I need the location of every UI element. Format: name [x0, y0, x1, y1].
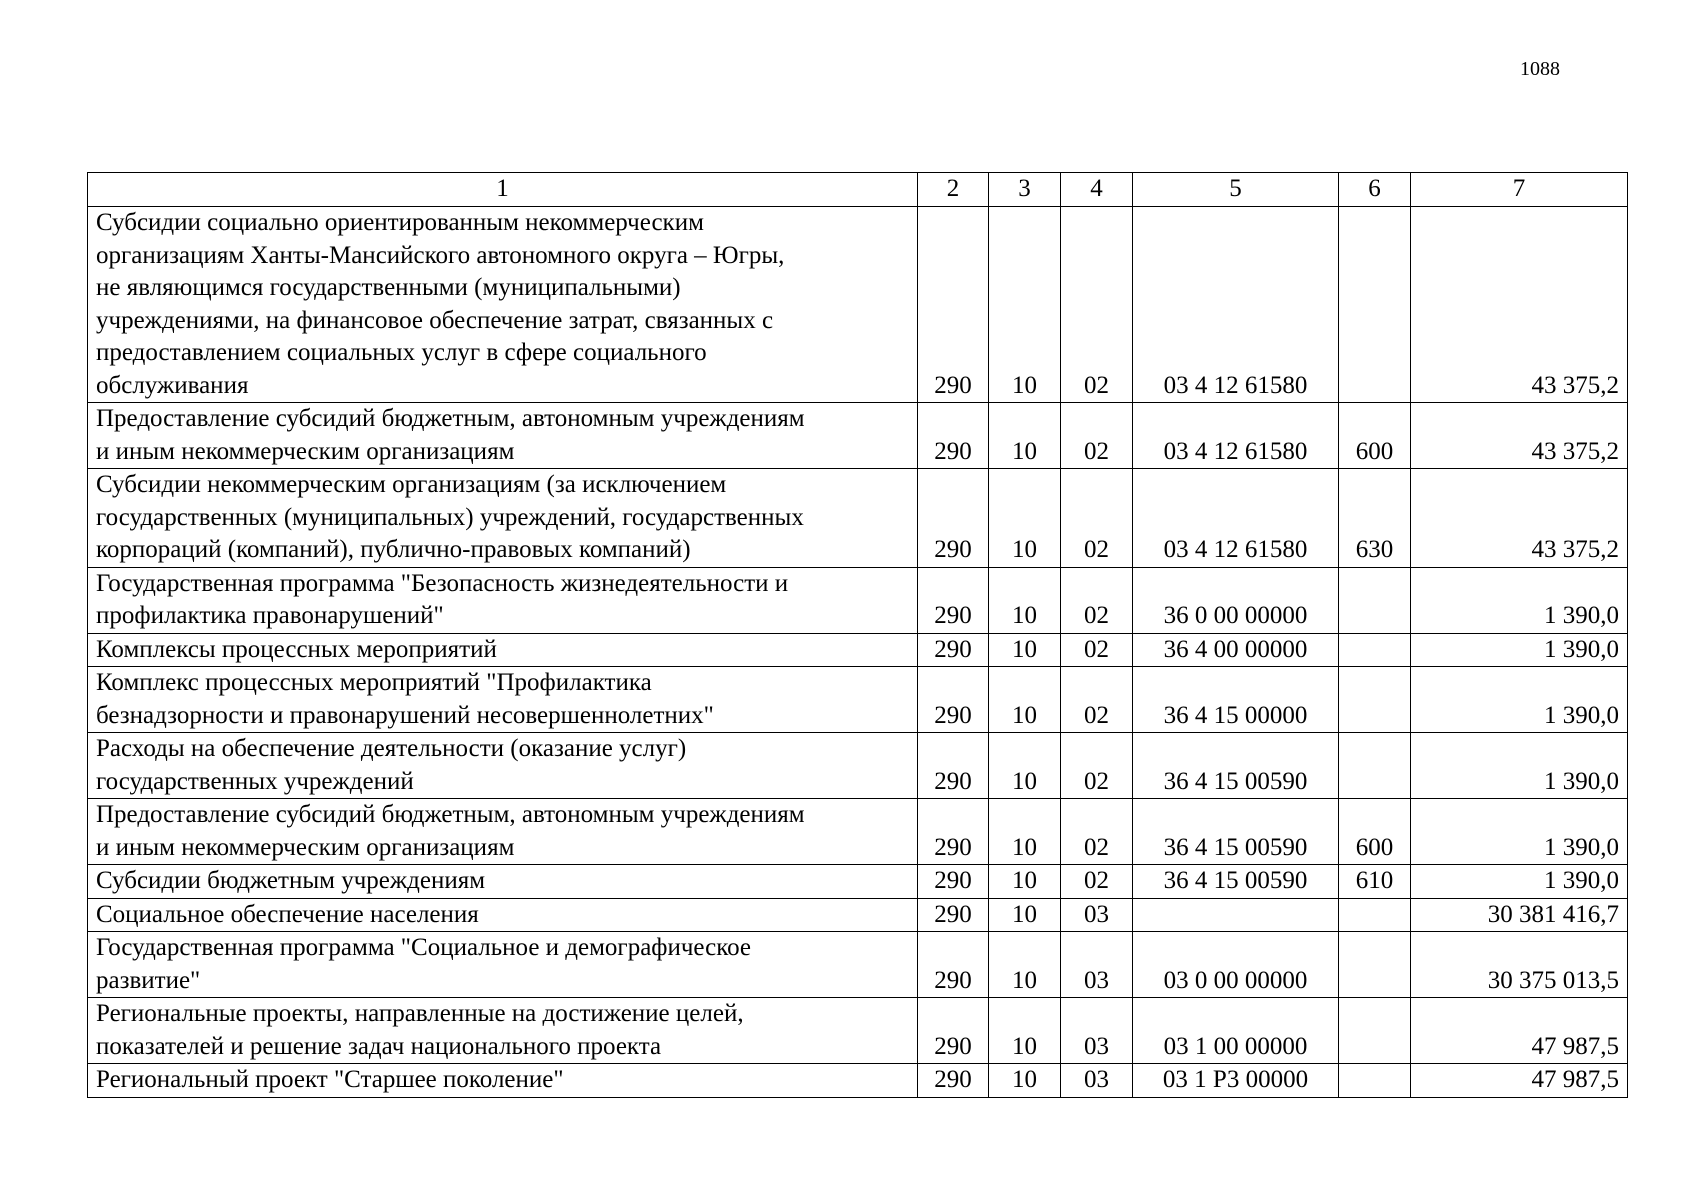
description-line: Государственная программа "Социальное и демографическое — [96, 934, 752, 961]
amount: 43 375,2 — [1411, 469, 1628, 568]
row-description — [88, 469, 918, 568]
section-code: 10 — [989, 865, 1061, 899]
description-line: учреждениями, на финансовое обеспечение затрат, связанных с — [96, 306, 774, 334]
description-line: Государственная программа "Безопасность жизнедеятельности и — [96, 569, 789, 597]
column-header: 7 — [1411, 173, 1628, 207]
amount: 1 390,0 — [1411, 567, 1628, 633]
section-code: 10 — [989, 633, 1061, 667]
column-header: 5 — [1133, 173, 1339, 207]
section-code: 10 — [989, 567, 1061, 633]
description-line: Предоставление субсидий бюджетным, автономным учреждениям — [96, 405, 805, 432]
amount: 1 390,0 — [1411, 799, 1628, 865]
table-body — [88, 207, 1628, 1098]
ministry-code: 290 — [918, 898, 989, 932]
table-row — [88, 898, 1628, 932]
subsection-code: 02 — [1061, 733, 1133, 799]
section-code: 10 — [989, 403, 1061, 469]
table-row — [88, 567, 1628, 633]
amount: 1 390,0 — [1411, 733, 1628, 799]
subsection-code: 03 — [1061, 998, 1133, 1064]
subsection-code: 02 — [1061, 469, 1133, 568]
target-article-code: 03 4 12 61580 — [1133, 403, 1339, 469]
subsection-code: 03 — [1061, 898, 1133, 932]
subsection-code: 03 — [1061, 1064, 1133, 1098]
column-header: 6 — [1339, 173, 1411, 207]
description-line: профилактика правонарушений" — [96, 602, 444, 629]
subsection-code: 02 — [1061, 799, 1133, 865]
target-article-code: 03 4 12 61580 — [1133, 469, 1339, 568]
description-line: организациям Ханты-Мансийского автономного округа – Югры, — [96, 241, 785, 269]
column-header: 4 — [1061, 173, 1133, 207]
description-line: предоставлением социальных услуг в сфере социального — [96, 339, 707, 366]
ministry-code: 290 — [918, 1064, 989, 1098]
expense-type-code — [1339, 932, 1411, 998]
target-article-code: 36 4 15 00590 — [1133, 799, 1339, 865]
section-code: 10 — [989, 932, 1061, 998]
row-description — [88, 207, 918, 403]
description-line: показателей и решение задач национального проекта — [96, 1032, 662, 1060]
description-line: корпораций (компаний), публично-правовых компаний) — [96, 536, 691, 563]
description-line: и иным некоммерческим организациям — [96, 437, 515, 465]
row-description — [88, 567, 918, 633]
expense-type-code: 600 — [1339, 799, 1411, 865]
target-article-code: 03 1 00 00000 — [1133, 998, 1339, 1064]
description-line: государственных (муниципальных) учреждений, государственных — [96, 503, 804, 531]
description-line: не являющимся государственными (муниципальными) — [96, 274, 681, 301]
expense-type-code — [1339, 633, 1411, 667]
amount: 1 390,0 — [1411, 865, 1628, 899]
expense-type-code — [1339, 733, 1411, 799]
description-line: Субсидии социально ориентированным некоммерческим — [96, 209, 704, 236]
row-description — [88, 998, 918, 1064]
table-row — [88, 865, 1628, 899]
table-row — [88, 403, 1628, 469]
description-line: Субсидии бюджетным учреждениям — [96, 867, 486, 894]
subsection-code: 02 — [1061, 207, 1133, 403]
description-line: Расходы на обеспечение деятельности (оказание услуг) — [96, 735, 687, 762]
subsection-code: 02 — [1061, 403, 1133, 469]
table-row — [88, 207, 1628, 403]
ministry-code: 290 — [918, 865, 989, 899]
description-line: Социальное обеспечение населения — [96, 900, 479, 928]
target-article-code: 03 0 00 00000 — [1133, 932, 1339, 998]
table-row — [88, 1064, 1628, 1098]
amount: 30 381 416,7 — [1411, 898, 1628, 932]
expense-type-code — [1339, 207, 1411, 403]
table-row — [88, 469, 1628, 568]
table-row — [88, 799, 1628, 865]
target-article-code: 03 4 12 61580 — [1133, 207, 1339, 403]
row-description — [88, 799, 918, 865]
target-article-code: 36 4 15 00590 — [1133, 865, 1339, 899]
section-code: 10 — [989, 469, 1061, 568]
amount: 43 375,2 — [1411, 207, 1628, 403]
amount: 1 390,0 — [1411, 667, 1628, 733]
amount: 43 375,2 — [1411, 403, 1628, 469]
expense-type-code — [1339, 1064, 1411, 1098]
column-header: 1 — [88, 173, 918, 207]
subsection-code: 02 — [1061, 865, 1133, 899]
ministry-code: 290 — [918, 932, 989, 998]
amount: 1 390,0 — [1411, 633, 1628, 667]
description-line: развитие" — [96, 966, 201, 994]
description-line: обслуживания — [96, 371, 249, 399]
ministry-code: 290 — [918, 469, 989, 568]
expense-type-code — [1339, 567, 1411, 633]
description-line: и иным некоммерческим организациям — [96, 833, 515, 861]
table-row — [88, 932, 1628, 998]
description-line: Предоставление субсидий бюджетным, автономным учреждениям — [96, 801, 805, 828]
row-description — [88, 1064, 918, 1098]
row-description — [88, 932, 918, 998]
target-article-code: 36 0 00 00000 — [1133, 567, 1339, 633]
page-number: 1088 — [1520, 58, 1560, 80]
expense-type-code: 600 — [1339, 403, 1411, 469]
section-code: 10 — [989, 898, 1061, 932]
description-line: Комплексы процессных мероприятий — [96, 635, 497, 663]
ministry-code: 290 — [918, 733, 989, 799]
description-line: безнадзорности и правонарушений несовершеннолетних" — [96, 701, 714, 729]
column-header: 3 — [989, 173, 1061, 207]
expense-type-code — [1339, 667, 1411, 733]
amount: 47 987,5 — [1411, 998, 1628, 1064]
table-row — [88, 667, 1628, 733]
table-row — [88, 733, 1628, 799]
ministry-code: 290 — [918, 567, 989, 633]
description-line: Комплекс процессных мероприятий "Профилактика — [96, 669, 652, 696]
description-line: Региональный проект "Старшее поколение" — [96, 1066, 564, 1093]
ministry-code: 290 — [918, 403, 989, 469]
ministry-code: 290 — [918, 633, 989, 667]
ministry-code: 290 — [918, 998, 989, 1064]
subsection-code: 02 — [1061, 567, 1133, 633]
row-description — [88, 898, 918, 932]
expense-type-code — [1339, 998, 1411, 1064]
description-line: Субсидии некоммерческим организациям (за исключением — [96, 471, 727, 498]
section-code: 10 — [989, 1064, 1061, 1098]
target-article-code: 36 4 00 00000 — [1133, 633, 1339, 667]
ministry-code: 290 — [918, 207, 989, 403]
description-line: Региональные проекты, направленные на достижение целей, — [96, 1000, 744, 1027]
subsection-code: 02 — [1061, 667, 1133, 733]
description-line: государственных учреждений — [96, 767, 414, 795]
section-code: 10 — [989, 998, 1061, 1064]
subsection-code: 03 — [1061, 932, 1133, 998]
expense-type-code — [1339, 898, 1411, 932]
expense-type-code: 610 — [1339, 865, 1411, 899]
row-description — [88, 733, 918, 799]
ministry-code: 290 — [918, 667, 989, 733]
section-code: 10 — [989, 667, 1061, 733]
row-description — [88, 633, 918, 667]
row-description — [88, 403, 918, 469]
target-article-code: 36 4 15 00590 — [1133, 733, 1339, 799]
row-description — [88, 865, 918, 899]
column-header: 2 — [918, 173, 989, 207]
section-code: 10 — [989, 207, 1061, 403]
expense-type-code: 630 — [1339, 469, 1411, 568]
row-description — [88, 667, 918, 733]
target-article-code: 03 1 Р3 00000 — [1133, 1064, 1339, 1098]
section-code: 10 — [989, 733, 1061, 799]
target-article-code — [1133, 898, 1339, 932]
header-row — [88, 173, 1628, 207]
budget-table — [87, 172, 1628, 1098]
table-row — [88, 998, 1628, 1064]
subsection-code: 02 — [1061, 633, 1133, 667]
amount: 30 375 013,5 — [1411, 932, 1628, 998]
ministry-code: 290 — [918, 799, 989, 865]
target-article-code: 36 4 15 00000 — [1133, 667, 1339, 733]
amount: 47 987,5 — [1411, 1064, 1628, 1098]
table-row — [88, 633, 1628, 667]
section-code: 10 — [989, 799, 1061, 865]
